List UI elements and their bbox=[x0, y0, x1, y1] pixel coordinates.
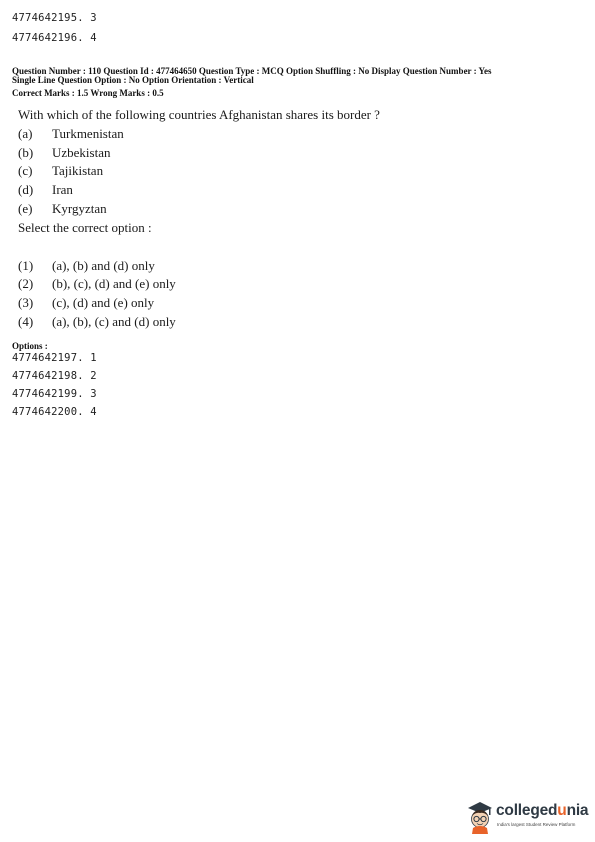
choice-label: (4) bbox=[18, 314, 34, 329]
options-heading: Options : bbox=[12, 341, 48, 351]
question-item bbox=[18, 163, 103, 181]
item-label: (d) bbox=[18, 182, 34, 197]
choice-text: (b), (c), (d) and (e) only bbox=[52, 276, 176, 291]
question-stem: With which of the following countries Afghanistan shares its border ? bbox=[18, 107, 380, 122]
brand-name-part: nia bbox=[566, 802, 589, 819]
brand-name-part: colleged bbox=[496, 802, 558, 819]
item-text: Turkmenistan bbox=[52, 126, 124, 141]
option-id: 4774642198. 2 bbox=[12, 370, 97, 382]
choice-text: (c), (d) and (e) only bbox=[52, 295, 155, 310]
answer-choice bbox=[18, 258, 155, 276]
option-id-top-1: 4774642195. 3 bbox=[12, 12, 97, 24]
item-text: Iran bbox=[52, 182, 73, 197]
choice-text: (a), (b) and (d) only bbox=[52, 258, 155, 273]
option-id: 4774642199. 3 bbox=[12, 388, 97, 400]
question-item bbox=[18, 201, 107, 219]
brand-name-accent: u bbox=[557, 802, 567, 819]
item-label: (a) bbox=[18, 126, 33, 141]
choice-label: (3) bbox=[18, 295, 34, 310]
brand-tagline: India's largest Student Review Platform bbox=[497, 822, 576, 827]
choice-label: (1) bbox=[18, 258, 34, 273]
question-item bbox=[18, 182, 73, 200]
item-label: (c) bbox=[18, 163, 33, 178]
option-id: 4774642197. 1 bbox=[12, 352, 97, 364]
student-mascot-icon bbox=[464, 798, 496, 834]
answer-choice bbox=[18, 295, 154, 313]
instruction-text: Select the correct option : bbox=[18, 220, 152, 235]
item-label: (e) bbox=[18, 201, 33, 216]
marks-line: Correct Marks : 1.5 Wrong Marks : 0.5 bbox=[12, 88, 164, 98]
question-item bbox=[18, 145, 110, 163]
question-item bbox=[18, 126, 124, 144]
option-id-top-2: 4774642196. 4 bbox=[12, 32, 97, 44]
question-meta-line-1: Question Number : 110 Question Id : 477464650 Question Type : MCQ Option Shuffling : No Display Question Number : Yes bbox=[12, 66, 492, 76]
choice-text: (a), (b), (c) and (d) only bbox=[52, 314, 176, 329]
answer-choice bbox=[18, 276, 176, 294]
answer-choice bbox=[18, 314, 176, 332]
item-text: Kyrgyztan bbox=[52, 201, 107, 216]
item-text: Tajikistan bbox=[52, 163, 104, 178]
choice-label: (2) bbox=[18, 276, 34, 291]
question-meta-line-2: Single Line Question Option : No Option Orientation : Vertical bbox=[12, 75, 254, 85]
brand-name bbox=[496, 802, 588, 820]
item-label: (b) bbox=[18, 145, 34, 160]
option-id: 4774642200. 4 bbox=[12, 406, 97, 418]
item-text: Uzbekistan bbox=[52, 145, 111, 160]
